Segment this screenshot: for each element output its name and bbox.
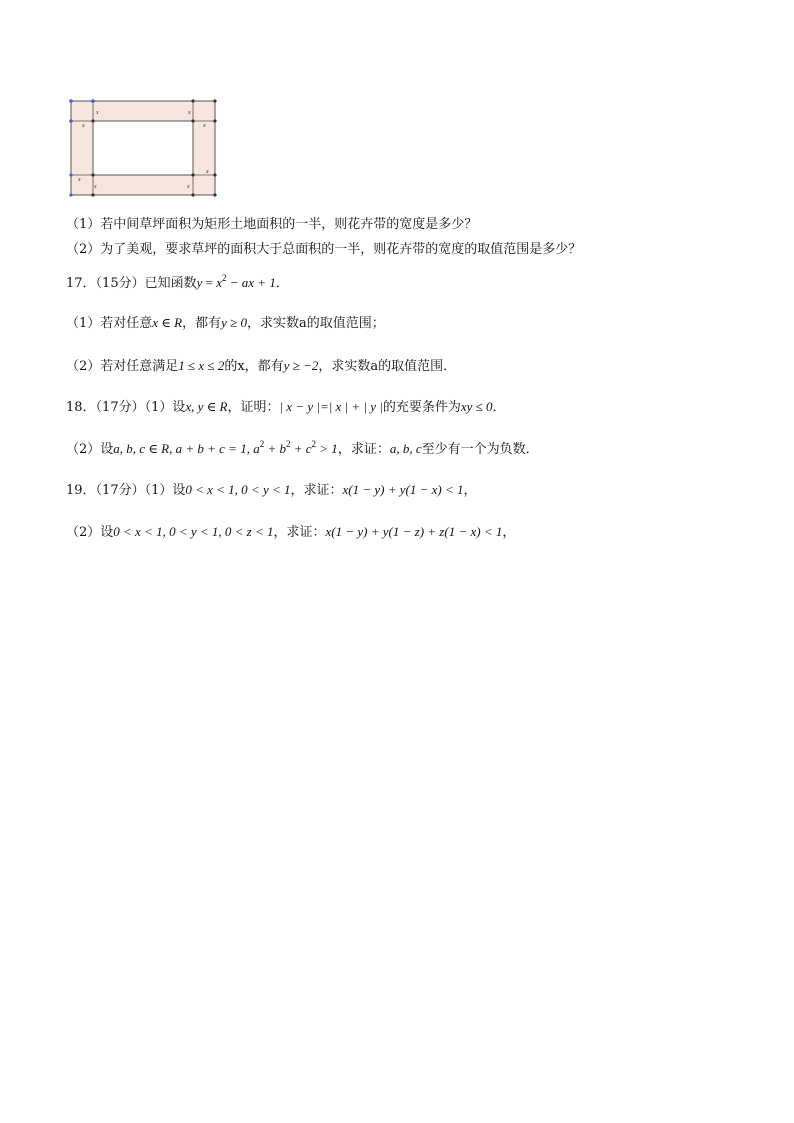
q17-head-end: ． bbox=[275, 276, 289, 291]
garden-figure bbox=[66, 96, 220, 200]
math: a, b, c ∈ R, a + b + c = 1, a bbox=[113, 441, 260, 456]
math: > 1 bbox=[316, 441, 338, 456]
text: 19．（17分）（1）设 bbox=[66, 483, 186, 498]
text: ，都有 bbox=[182, 316, 222, 331]
width-label: x bbox=[187, 184, 190, 190]
math: a, b, c bbox=[389, 441, 422, 456]
math: 0 < x < 1, 0 < y < 1 bbox=[185, 482, 291, 497]
text: （2）若对任意满足 bbox=[66, 359, 179, 374]
q17-head-text: 17．（15分）已知函数 bbox=[66, 276, 197, 291]
q18-part1 bbox=[66, 398, 506, 417]
math: y bbox=[196, 275, 203, 290]
text: 的充要条件为 bbox=[382, 400, 461, 415]
text: ，求证： bbox=[273, 525, 326, 540]
q17-part1 bbox=[66, 314, 385, 333]
text: ， bbox=[502, 525, 516, 540]
math: + c bbox=[290, 441, 312, 456]
text: ，求证： bbox=[337, 442, 390, 457]
text: 的x，都有 bbox=[224, 359, 284, 374]
text: （2）设 bbox=[66, 442, 114, 457]
math: | x − y |=| x | + | y | bbox=[279, 399, 383, 414]
text: ，求实数a的取值范围． bbox=[318, 359, 457, 374]
q17-head bbox=[66, 274, 289, 293]
math: = bbox=[202, 275, 217, 290]
text: ， bbox=[463, 483, 477, 498]
inner-lawn bbox=[93, 121, 193, 175]
text: 至少有一个为负数． bbox=[421, 442, 539, 457]
width-label: x bbox=[206, 169, 209, 175]
width-label: x bbox=[82, 123, 85, 129]
math: 2 bbox=[222, 273, 227, 283]
math: x(1 − y) + y(1 − x) < 1 bbox=[342, 482, 464, 497]
math: 2 bbox=[311, 439, 317, 449]
text: ，证明： bbox=[227, 400, 280, 415]
math: + b bbox=[264, 441, 286, 456]
q19-part2 bbox=[66, 523, 515, 542]
math: y ≥ 0 bbox=[221, 315, 248, 330]
math: − ax + 1 bbox=[226, 275, 276, 290]
width-label: x bbox=[78, 177, 81, 183]
math: 0 < x < 1, 0 < y < 1, 0 < z < 1 bbox=[113, 524, 274, 539]
math: 2 bbox=[259, 439, 265, 449]
math: x ∈ R bbox=[152, 315, 183, 330]
text: 18．（17分）（1）设 bbox=[66, 400, 186, 415]
text: ，求实数a的取值范围； bbox=[247, 316, 385, 331]
width-label: x bbox=[203, 123, 206, 129]
math: 2 bbox=[285, 439, 291, 449]
q17-part2 bbox=[66, 357, 456, 376]
text: ． bbox=[492, 400, 506, 415]
text: ，求证： bbox=[290, 483, 343, 498]
width-label: x bbox=[188, 110, 191, 116]
math: 1 ≤ x ≤ 2 bbox=[178, 358, 225, 373]
math: y ≥ −2 bbox=[283, 358, 319, 373]
text: （1）若对任意 bbox=[66, 316, 153, 331]
q16-part2: （2）为了美观，要求草坪的面积大于总面积的一半，则花卉带的宽度的取值范围是多少？ bbox=[66, 242, 582, 257]
text: （2）设 bbox=[66, 525, 114, 540]
q18-part2 bbox=[66, 440, 539, 459]
math: x bbox=[216, 275, 222, 290]
math: xy ≤ 0 bbox=[460, 399, 493, 414]
math: x, y ∈ R bbox=[185, 399, 228, 414]
width-label: x bbox=[94, 184, 97, 190]
width-label: x bbox=[96, 110, 99, 116]
q19-part1 bbox=[66, 481, 477, 500]
q16-part1: （1）若中间草坪面积为矩形土地面积的一半，则花卉带的宽度是多少？ bbox=[66, 217, 478, 232]
math: x(1 − y) + y(1 − z) + z(1 − x) < 1 bbox=[325, 524, 503, 539]
